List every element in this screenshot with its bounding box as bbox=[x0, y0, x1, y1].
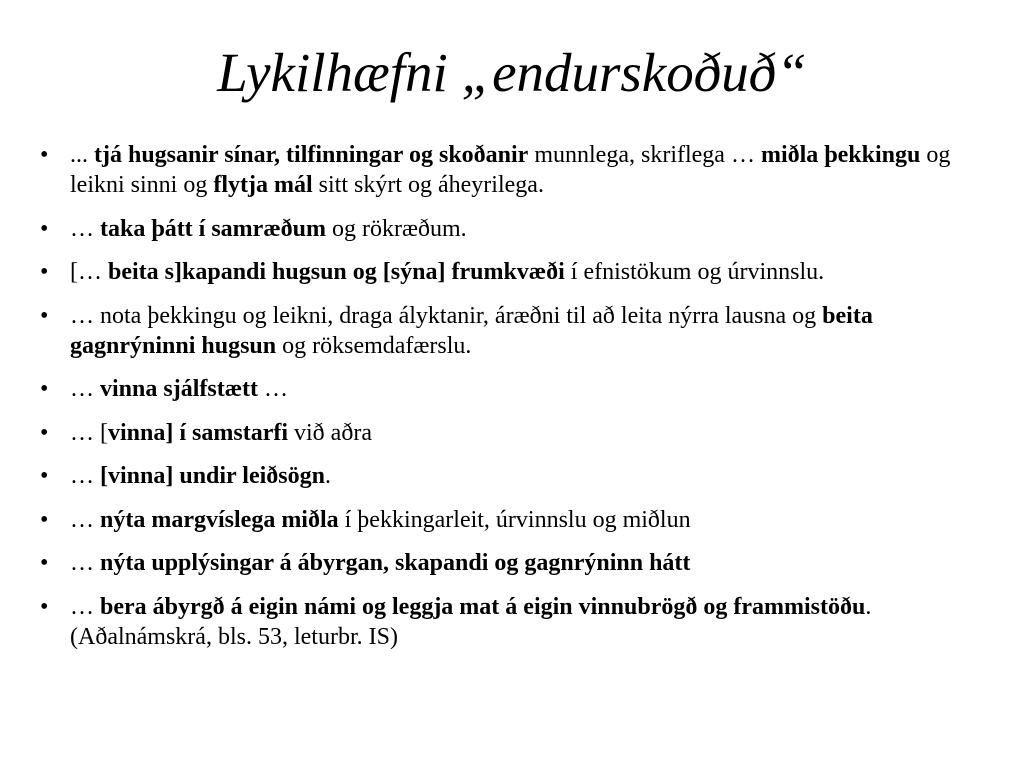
slide-title: Lykilhæfni „endurskoðuð“ bbox=[217, 42, 807, 103]
bold-text-segment: bera ábyrgð á eigin námi og leggja mat á eigin vinnubrögð og frammistöðu bbox=[100, 593, 866, 620]
text-segment: og rökræðum. bbox=[326, 215, 467, 242]
text-segment: [… bbox=[70, 259, 108, 285]
bold-text-segment: nýta upplýsingar á ábyrgan, skapandi og gagnrýninn hátt bbox=[100, 550, 691, 576]
bullet-dot: • bbox=[40, 302, 49, 329]
text-segment: við aðra bbox=[288, 419, 372, 446]
bullet-item bbox=[40, 140, 990, 200]
text-segment: í þekkingarleit, úrvinnslu og miðlun bbox=[338, 506, 691, 533]
bullet-item bbox=[40, 548, 990, 578]
bold-text-segment: taka þátt í samræðum bbox=[100, 215, 326, 242]
text-segment: munnlega, skriflega … bbox=[528, 142, 761, 168]
bullet-text bbox=[70, 142, 950, 198]
bullet-item bbox=[40, 418, 990, 448]
bullet-item bbox=[40, 301, 990, 361]
text-segment: … bbox=[70, 463, 100, 489]
bullet-text bbox=[70, 303, 873, 359]
bullet-text bbox=[70, 259, 824, 285]
bold-text-segment: vinna] í samstarfi bbox=[108, 419, 288, 446]
bold-text-segment: miðla þekkingu bbox=[760, 142, 921, 168]
bullet-text bbox=[70, 594, 871, 650]
text-segment: … bbox=[70, 376, 100, 402]
text-segment: sitt skýrt og áheyrilega. bbox=[312, 172, 544, 198]
text-segment: . bbox=[324, 463, 331, 489]
bold-text-segment: flytja mál bbox=[213, 172, 313, 198]
text-segment: … bbox=[70, 215, 100, 242]
text-segment: ... bbox=[70, 142, 94, 168]
bullet-dot: • bbox=[40, 259, 49, 285]
bold-text-segment: beita s]kapandi hugsun og [sýna] frumkvæði bbox=[108, 259, 565, 285]
bullet-text bbox=[70, 507, 691, 533]
text-segment: … bbox=[70, 506, 100, 533]
text-segment: . (Aðalnámskrá, bls. 53, leturbr. IS) bbox=[70, 593, 872, 650]
text-segment: … bbox=[70, 593, 100, 620]
text-segment: og röksemdafærslu. bbox=[276, 332, 472, 359]
bold-text-segment: [vinna] undir leiðsögn bbox=[100, 463, 325, 489]
bold-text-segment: beita gagnrýninni hugsun bbox=[70, 302, 873, 359]
bold-text-segment: vinna sjálfstætt bbox=[100, 376, 259, 402]
bullet-item bbox=[40, 257, 990, 287]
text-segment: … nota þekkingu og leikni, draga ályktanir, áræðni til að leita nýrra lausna og bbox=[70, 302, 823, 329]
bullet-text bbox=[70, 463, 331, 489]
bullet-item bbox=[40, 214, 990, 244]
bullet-text bbox=[70, 376, 288, 402]
bullet-dot: • bbox=[40, 215, 49, 242]
bullet-dot: • bbox=[40, 419, 49, 446]
bullet-item bbox=[40, 592, 990, 652]
bullet-dot: • bbox=[40, 463, 49, 489]
bullet-item bbox=[40, 505, 990, 535]
bullet-dot: • bbox=[40, 506, 49, 533]
text-segment: … [ bbox=[70, 419, 108, 446]
bullet-item bbox=[40, 374, 990, 404]
text-segment: í efnistökum og úrvinnslu. bbox=[564, 259, 825, 285]
text-segment: … bbox=[70, 550, 100, 576]
bullet-text bbox=[70, 420, 372, 446]
text-segment: og leikni sinni og bbox=[70, 142, 951, 198]
bullet-text bbox=[70, 216, 467, 242]
text-segment: … bbox=[258, 376, 289, 402]
bullet-list bbox=[40, 140, 990, 665]
bold-text-segment: tjá hugsanir sínar, tilfinningar og skoðanir bbox=[94, 142, 529, 168]
bullet-dot: • bbox=[40, 593, 49, 620]
bullet-dot: • bbox=[40, 376, 49, 402]
bullet-dot: • bbox=[40, 142, 49, 168]
bullet-item bbox=[40, 461, 990, 491]
bullet-text bbox=[70, 550, 690, 576]
bullet-dot: • bbox=[40, 550, 49, 576]
bold-text-segment: nýta margvíslega miðla bbox=[100, 506, 339, 533]
